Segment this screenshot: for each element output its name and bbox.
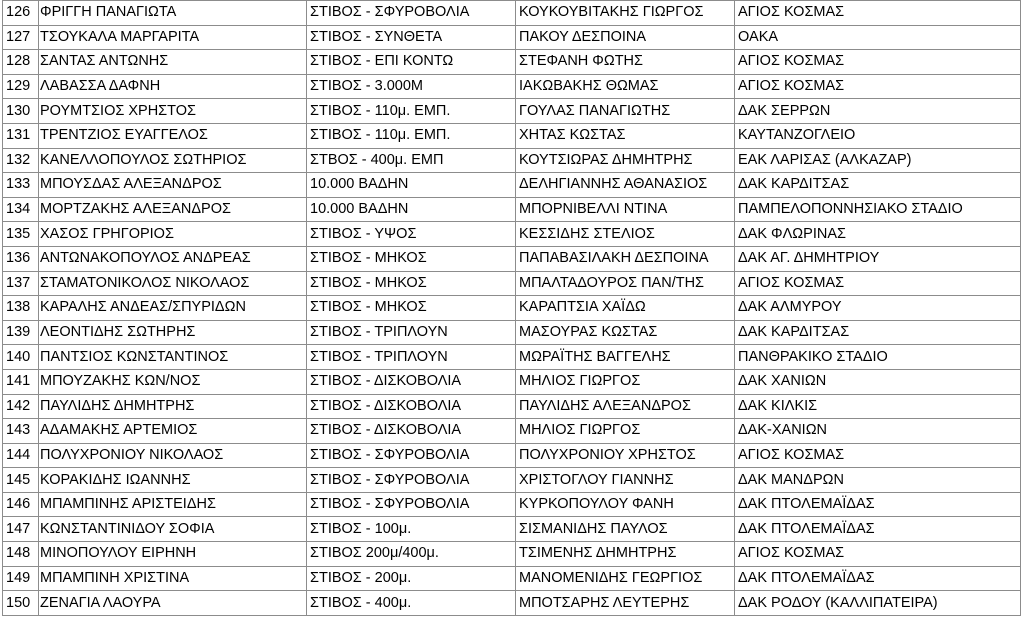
table-row — [3, 99, 1021, 124]
coach-name-cell: ΚΟΥΚΟΥΒΙΤΑΚΗΣ ΓΙΩΡΓΟΣ — [516, 1, 735, 26]
table-row — [3, 419, 1021, 444]
athlete-name-cell: ΠΑΥΛΙΔΗΣ ΔΗΜΗΤΡΗΣ — [39, 394, 307, 419]
row-number-cell: 144 — [3, 443, 39, 468]
row-number-cell: 136 — [3, 246, 39, 271]
table-row — [3, 148, 1021, 173]
athlete-name-cell: ΦΡΙΓΓΗ ΠΑΝΑΓΙΩΤΑ — [39, 1, 307, 26]
athlete-name-cell: ΜΠΟΥΖΑΚΗΣ ΚΩΝ/ΝΟΣ — [39, 369, 307, 394]
table-row — [3, 517, 1021, 542]
row-number-cell: 127 — [3, 25, 39, 50]
training-venue-cell: ΑΓΙΟΣ ΚΟΣΜΑΣ — [735, 1, 1021, 26]
training-venue-cell: ΔΑΚ ΦΛΩΡΙΝΑΣ — [735, 222, 1021, 247]
table-row — [3, 345, 1021, 370]
coach-name-cell: ΠΑΠΑΒΑΣΙΛΑΚΗ ΔΕΣΠΟΙΝΑ — [516, 246, 735, 271]
coach-name-cell: ΣΤΕΦΑΝΗ ΦΩΤΗΣ — [516, 50, 735, 75]
training-venue-cell: ΔΑΚ ΡΟΔΟΥ (ΚΑΛΛΙΠΑΤΕΙΡΑ) — [735, 591, 1021, 616]
row-number-cell: 138 — [3, 296, 39, 321]
training-venue-cell: ΔΑΚ ΧΑΝΙΩΝ — [735, 369, 1021, 394]
training-venue-cell: ΕΑΚ ΛΑΡΙΣΑΣ (ΑΛΚΑΖΑΡ) — [735, 148, 1021, 173]
event-name-cell: ΣΤΙΒΟΣ - ΤΡΙΠΛΟΥΝ — [307, 345, 516, 370]
event-name-cell: ΣΤΙΒΟΣ - ΣΥΝΘΕΤΑ — [307, 25, 516, 50]
event-name-cell: ΣΤΙΒΟΣ - ΣΦΥΡΟΒΟΛΙΑ — [307, 443, 516, 468]
coach-name-cell: ΜΗΛΙΟΣ ΓΙΩΡΓΟΣ — [516, 419, 735, 444]
row-number-cell: 139 — [3, 320, 39, 345]
row-number-cell: 142 — [3, 394, 39, 419]
event-name-cell: ΣΤΙΒΟΣ - ΜΗΚΟΣ — [307, 296, 516, 321]
table-row — [3, 197, 1021, 222]
coach-name-cell: ΧΡΙΣΤΟΓΛΟΥ ΓΙΑΝΝΗΣ — [516, 468, 735, 493]
coach-name-cell: ΚΑΡΑΠΤΣΙΑ ΧΑΪΔΩ — [516, 296, 735, 321]
event-name-cell: ΣΤΙΒΟΣ - ΣΦΥΡΟΒΟΛΙΑ — [307, 1, 516, 26]
training-venue-cell: ΑΓΙΟΣ ΚΟΣΜΑΣ — [735, 443, 1021, 468]
event-name-cell: ΣΤΙΒΟΣ - ΜΗΚΟΣ — [307, 271, 516, 296]
athletes-table — [2, 0, 1021, 616]
event-name-cell: ΣΤΙΒΟΣ - ΣΦΥΡΟΒΟΛΙΑ — [307, 492, 516, 517]
table-row — [3, 25, 1021, 50]
table-row — [3, 123, 1021, 148]
coach-name-cell: ΣΙΣΜΑΝΙΔΗΣ ΠΑΥΛΟΣ — [516, 517, 735, 542]
event-name-cell: ΣΤΙΒΟΣ - ΣΦΥΡΟΒΟΛΙΑ — [307, 468, 516, 493]
table-row — [3, 492, 1021, 517]
row-number-cell: 131 — [3, 123, 39, 148]
table-body — [3, 1, 1021, 616]
training-venue-cell: ΑΓΙΟΣ ΚΟΣΜΑΣ — [735, 542, 1021, 567]
athlete-name-cell: ΑΔΑΜΑΚΗΣ ΑΡΤΕΜΙΟΣ — [39, 419, 307, 444]
table-row — [3, 296, 1021, 321]
table-row — [3, 50, 1021, 75]
table-row — [3, 173, 1021, 198]
event-name-cell: 10.000 ΒΑΔΗΝ — [307, 173, 516, 198]
athlete-name-cell: ΑΝΤΩΝΑΚΟΠΟΥΛΟΣ ΑΝΔΡΕΑΣ — [39, 246, 307, 271]
athlete-name-cell: ΧΑΣΟΣ ΓΡΗΓΟΡΙΟΣ — [39, 222, 307, 247]
row-number-cell: 135 — [3, 222, 39, 247]
table-row — [3, 566, 1021, 591]
athlete-name-cell: ΠΟΛΥΧΡΟΝΙΟΥ ΝΙΚΟΛΑΟΣ — [39, 443, 307, 468]
table-row — [3, 591, 1021, 616]
coach-name-cell: ΜΩΡΑΪΤΗΣ ΒΑΓΓΕΛΗΣ — [516, 345, 735, 370]
athlete-name-cell: ΤΡΕΝΤΖΙΟΣ ΕΥΑΓΓΕΛΟΣ — [39, 123, 307, 148]
coach-name-cell: ΜΑΝΟΜΕΝΙΔΗΣ ΓΕΩΡΓΙΟΣ — [516, 566, 735, 591]
athlete-name-cell: ΣΑΝΤΑΣ ΑΝΤΩΝΗΣ — [39, 50, 307, 75]
row-number-cell: 140 — [3, 345, 39, 370]
athlete-name-cell: ΠΑΝΤΣΙΟΣ ΚΩΝΣΤΑΝΤΙΝΟΣ — [39, 345, 307, 370]
training-venue-cell: ΟΑΚΑ — [735, 25, 1021, 50]
coach-name-cell: ΜΠΟΡΝΙΒΕΛΛΙ ΝΤΙΝΑ — [516, 197, 735, 222]
athlete-name-cell: ΜΙΝΟΠΟΥΛΟΥ ΕΙΡΗΝΗ — [39, 542, 307, 567]
training-venue-cell: ΔΑΚ ΚΑΡΔΙΤΣΑΣ — [735, 320, 1021, 345]
athlete-name-cell: ΡΟΥΜΤΣΙΟΣ ΧΡΗΣΤΟΣ — [39, 99, 307, 124]
coach-name-cell: ΤΣΙΜΕΝΗΣ ΔΗΜΗΤΡΗΣ — [516, 542, 735, 567]
row-number-cell: 143 — [3, 419, 39, 444]
coach-name-cell: ΙΑΚΩΒΑΚΗΣ ΘΩΜΑΣ — [516, 74, 735, 99]
event-name-cell: ΣΤΙΒΟΣ - ΔΙΣΚΟΒΟΛΙΑ — [307, 394, 516, 419]
row-number-cell: 129 — [3, 74, 39, 99]
event-name-cell: ΣΤΙΒΟΣ - ΔΙΣΚΟΒΟΛΙΑ — [307, 369, 516, 394]
coach-name-cell: ΓΟΥΛΑΣ ΠΑΝΑΓΙΩΤΗΣ — [516, 99, 735, 124]
training-venue-cell: ΑΓΙΟΣ ΚΟΣΜΑΣ — [735, 74, 1021, 99]
athlete-name-cell: ΖΕΝΑΓΙΑ ΛΑΟΥΡΑ — [39, 591, 307, 616]
athlete-name-cell: ΛΕΟΝΤΙΔΗΣ ΣΩΤΗΡΗΣ — [39, 320, 307, 345]
training-venue-cell: ΔΑΚ ΚΑΡΔΙΤΣΑΣ — [735, 173, 1021, 198]
row-number-cell: 137 — [3, 271, 39, 296]
table-row — [3, 394, 1021, 419]
event-name-cell: ΣΤΙΒΟΣ - ΜΗΚΟΣ — [307, 246, 516, 271]
row-number-cell: 126 — [3, 1, 39, 26]
training-venue-cell: ΔΑΚ ΣΕΡΡΩΝ — [735, 99, 1021, 124]
training-venue-cell: ΑΓΙΟΣ ΚΟΣΜΑΣ — [735, 50, 1021, 75]
athlete-name-cell: ΚΩΝΣΤΑΝΤΙΝΙΔΟΥ ΣΟΦΙΑ — [39, 517, 307, 542]
table-row — [3, 468, 1021, 493]
athlete-name-cell: ΚΑΝΕΛΛΟΠΟΥΛΟΣ ΣΩΤΗΡΙΟΣ — [39, 148, 307, 173]
event-name-cell: ΣΤΙΒΟΣ - ΔΙΣΚΟΒΟΛΙΑ — [307, 419, 516, 444]
event-name-cell: ΣΤΙΒΟΣ - 110μ. ΕΜΠ. — [307, 99, 516, 124]
row-number-cell: 150 — [3, 591, 39, 616]
coach-name-cell: ΚΟΥΤΣΙΩΡΑΣ ΔΗΜΗΤΡΗΣ — [516, 148, 735, 173]
table-row — [3, 246, 1021, 271]
coach-name-cell: ΚΥΡΚΟΠΟΥΛΟΥ ΦΑΝΗ — [516, 492, 735, 517]
training-venue-cell: ΠΑΝΘΡΑΚΙΚΟ ΣΤΑΔΙΟ — [735, 345, 1021, 370]
training-venue-cell: ΔΑΚ ΠΤΟΛΕΜΑΪΔΑΣ — [735, 492, 1021, 517]
training-venue-cell: ΚΑΥΤΑΝΖΟΓΛΕΙΟ — [735, 123, 1021, 148]
table-row — [3, 542, 1021, 567]
table-row — [3, 443, 1021, 468]
training-venue-cell: ΔΑΚ ΑΛΜΥΡΟΥ — [735, 296, 1021, 321]
athlete-name-cell: ΚΑΡΑΛΗΣ ΑΝΔΕΑΣ/ΣΠΥΡΙΔΩΝ — [39, 296, 307, 321]
athlete-name-cell: ΜΟΡΤΖΑΚΗΣ ΑΛΕΞΑΝΔΡΟΣ — [39, 197, 307, 222]
event-name-cell: ΣΤΒΟΣ - 400μ. ΕΜΠ — [307, 148, 516, 173]
row-number-cell: 148 — [3, 542, 39, 567]
event-name-cell: ΣΤΙΒΟΣ 200μ/400μ. — [307, 542, 516, 567]
event-name-cell: ΣΤΙΒΟΣ - 200μ. — [307, 566, 516, 591]
training-venue-cell: ΑΓΙΟΣ ΚΟΣΜΑΣ — [735, 271, 1021, 296]
coach-name-cell: ΧΗΤΑΣ ΚΩΣΤΑΣ — [516, 123, 735, 148]
table-row — [3, 74, 1021, 99]
training-venue-cell: ΔΑΚ ΑΓ. ΔΗΜΗΤΡΙΟΥ — [735, 246, 1021, 271]
training-venue-cell: ΠΑΜΠΕΛΟΠΟΝΝΗΣΙΑΚΟ ΣΤΑΔΙΟ — [735, 197, 1021, 222]
training-venue-cell: ΔΑΚ ΠΤΟΛΕΜΑΪΔΑΣ — [735, 517, 1021, 542]
coach-name-cell: ΠΟΛΥΧΡΟΝΙΟΥ ΧΡΗΣΤΟΣ — [516, 443, 735, 468]
athlete-name-cell: ΣΤΑΜΑΤΟΝΙΚΟΛΟΣ ΝΙΚΟΛΑΟΣ — [39, 271, 307, 296]
event-name-cell: ΣΤΙΒΟΣ - 100μ. — [307, 517, 516, 542]
event-name-cell: ΣΤΙΒΟΣ - ΤΡΙΠΛΟΥΝ — [307, 320, 516, 345]
athlete-name-cell: ΜΠΑΜΠΙΝΗ ΧΡΙΣΤΙΝΑ — [39, 566, 307, 591]
event-name-cell: ΣΤΙΒΟΣ - 400μ. — [307, 591, 516, 616]
coach-name-cell: ΜΗΛΙΟΣ ΓΙΩΡΓΟΣ — [516, 369, 735, 394]
row-number-cell: 132 — [3, 148, 39, 173]
coach-name-cell: ΚΕΣΣΙΔΗΣ ΣΤΕΛΙΟΣ — [516, 222, 735, 247]
table-row — [3, 1, 1021, 26]
coach-name-cell: ΜΑΣΟΥΡΑΣ ΚΩΣΤΑΣ — [516, 320, 735, 345]
row-number-cell: 141 — [3, 369, 39, 394]
coach-name-cell: ΜΠΟΤΣΑΡΗΣ ΛΕΥΤΕΡΗΣ — [516, 591, 735, 616]
coach-name-cell: ΜΠΑΛΤΑΔΟΥΡΟΣ ΠΑΝ/ΤΗΣ — [516, 271, 735, 296]
event-name-cell: ΣΤΙΒΟΣ - 3.000Μ — [307, 74, 516, 99]
athlete-name-cell: ΜΠΑΜΠΙΝΗΣ ΑΡΙΣΤΕΙΔΗΣ — [39, 492, 307, 517]
athlete-name-cell: ΛΑΒΑΣΣΑ ΔΑΦΝΗ — [39, 74, 307, 99]
coach-name-cell: ΠΑΚΟΥ ΔΕΣΠΟΙΝΑ — [516, 25, 735, 50]
row-number-cell: 134 — [3, 197, 39, 222]
table-row — [3, 320, 1021, 345]
athlete-name-cell: ΚΟΡΑΚΙΔΗΣ ΙΩΑΝΝΗΣ — [39, 468, 307, 493]
row-number-cell: 133 — [3, 173, 39, 198]
table-row — [3, 369, 1021, 394]
athlete-name-cell: ΤΣΟΥΚΑΛΑ ΜΑΡΓΑΡΙΤΑ — [39, 25, 307, 50]
row-number-cell: 149 — [3, 566, 39, 591]
athlete-name-cell: ΜΠΟΥΣΔΑΣ ΑΛΕΞΑΝΔΡΟΣ — [39, 173, 307, 198]
table-row — [3, 271, 1021, 296]
training-venue-cell: ΔΑΚ ΚΙΛΚΙΣ — [735, 394, 1021, 419]
training-venue-cell: ΔΑΚ ΠΤΟΛΕΜΑΪΔΑΣ — [735, 566, 1021, 591]
event-name-cell: 10.000 ΒΑΔΗΝ — [307, 197, 516, 222]
row-number-cell: 128 — [3, 50, 39, 75]
coach-name-cell: ΠΑΥΛΙΔΗΣ ΑΛΕΞΑΝΔΡΟΣ — [516, 394, 735, 419]
event-name-cell: ΣΤΙΒΟΣ - 110μ. ΕΜΠ. — [307, 123, 516, 148]
event-name-cell: ΣΤΙΒΟΣ - ΥΨΟΣ — [307, 222, 516, 247]
row-number-cell: 146 — [3, 492, 39, 517]
row-number-cell: 147 — [3, 517, 39, 542]
training-venue-cell: ΔΑΚ-ΧΑΝΙΩΝ — [735, 419, 1021, 444]
event-name-cell: ΣΤΙΒΟΣ - ΕΠΙ ΚΟΝΤΩ — [307, 50, 516, 75]
training-venue-cell: ΔΑΚ ΜΑΝΔΡΩΝ — [735, 468, 1021, 493]
row-number-cell: 145 — [3, 468, 39, 493]
table-row — [3, 222, 1021, 247]
row-number-cell: 130 — [3, 99, 39, 124]
coach-name-cell: ΔΕΛΗΓΙΑΝΝΗΣ ΑΘΑΝΑΣΙΟΣ — [516, 173, 735, 198]
